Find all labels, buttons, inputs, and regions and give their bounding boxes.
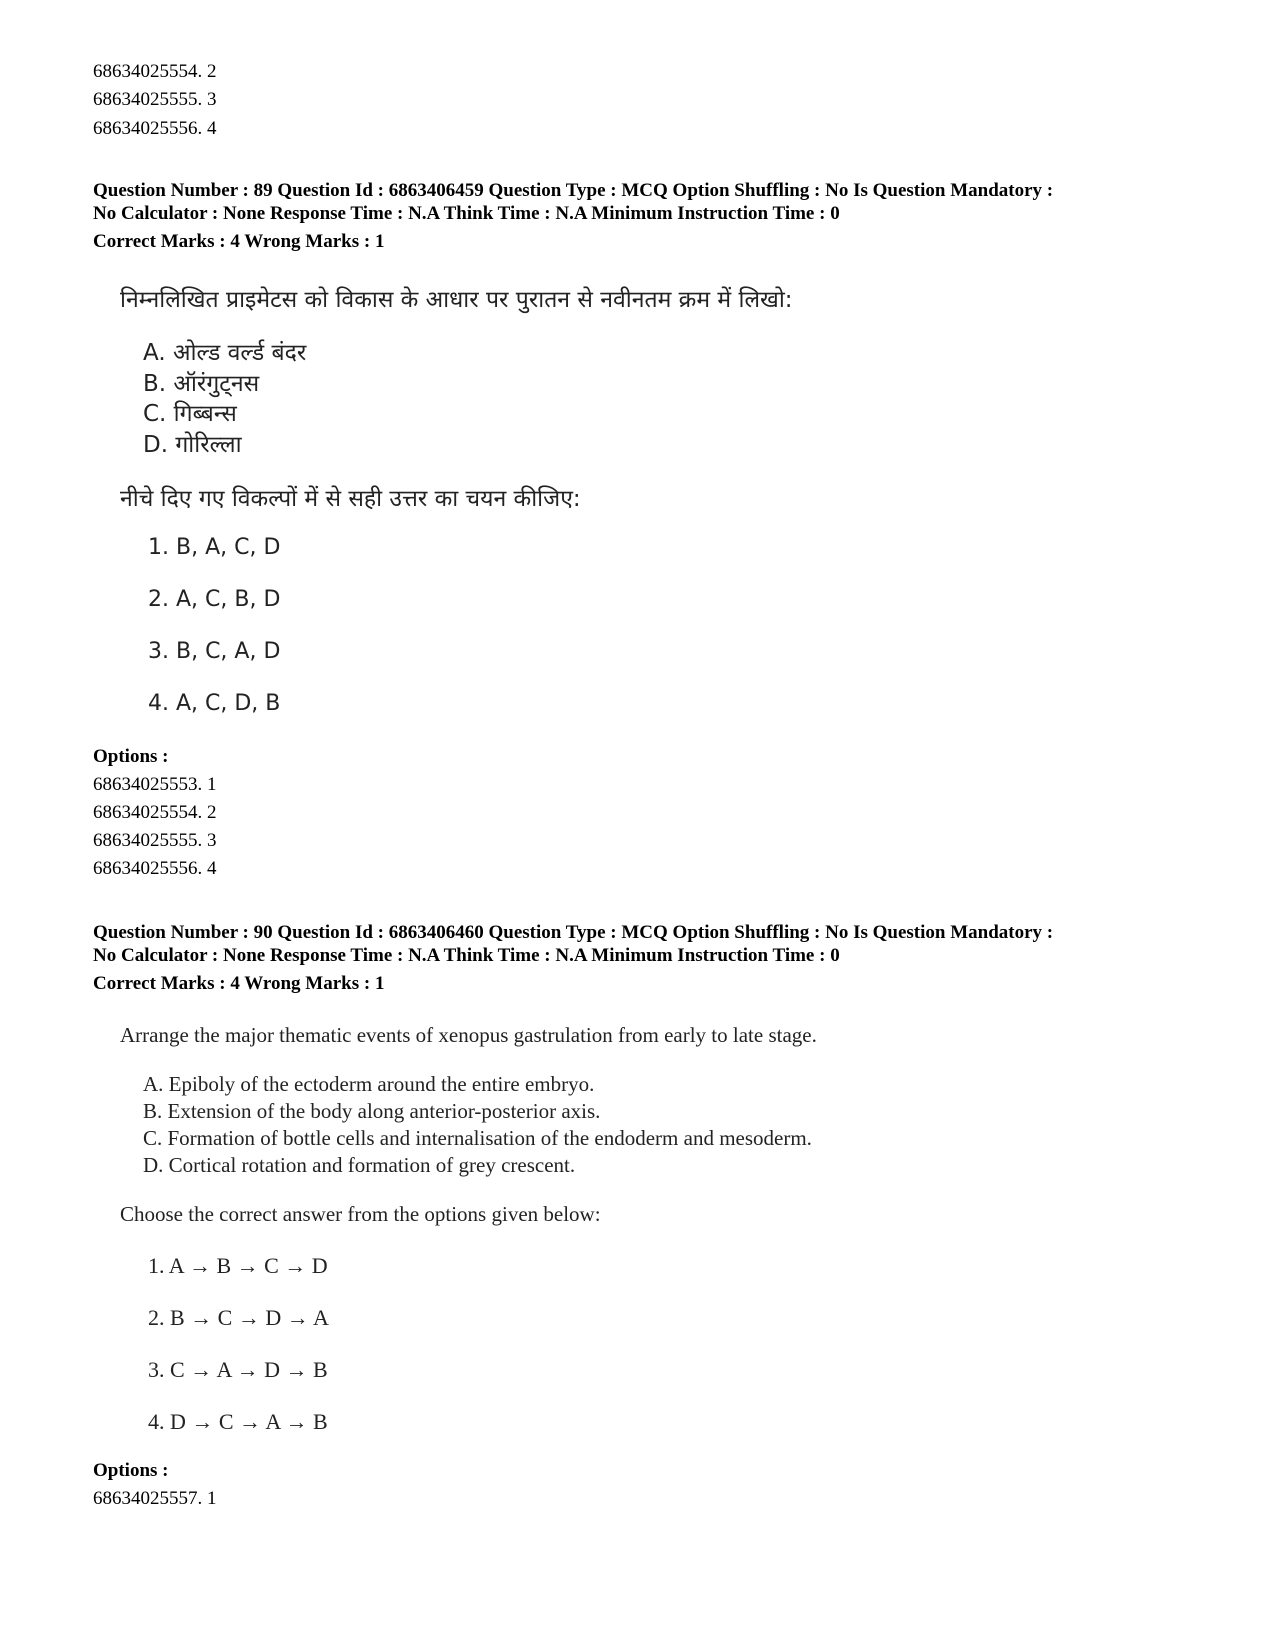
q90-stem: Arrange the major thematic events of xenopus gastrulation from early to late stage.	[120, 1023, 817, 1047]
q89-option: 68634025556. 4	[93, 858, 217, 879]
q90-item-c: C. Formation of bottle cells and internalisation of the endoderm and mesoderm.	[143, 1126, 812, 1150]
option-line: 68634025555. 3	[93, 89, 217, 110]
q90-header-line2: No Calculator : None Response Time : N.A Think Time : N.A Minimum Instruction Time : 0	[93, 945, 840, 966]
q89-options-label: Options :	[93, 746, 169, 767]
q90-answer-choice-3: 3. C → A → D → B	[148, 1357, 328, 1382]
q90-header-line1: Question Number : 90 Question Id : 6863406460 Question Type : MCQ Option Shuffling : No Is Question Mandatory :	[93, 922, 1054, 943]
q89-item-a: A. ओल्ड वर्ल्ड बंदर	[143, 340, 307, 366]
q89-answer-choice-2: 2. A, C, B, D	[148, 587, 281, 612]
q89-option: 68634025553. 1	[93, 774, 217, 795]
q89-instruction: नीचे दिए गए विकल्पों में से सही उत्तर का चयन कीजिए:	[120, 486, 581, 512]
q90-answer-choice-2: 2. B → C → D → A	[148, 1305, 329, 1330]
q89-answer-choice-4: 4. A, C, D, B	[148, 691, 281, 716]
q89-stem: निम्नलिखित प्राइमेटस को विकास के आधार पर पुरातन से नवीनतम क्रम में लिखो:	[120, 287, 793, 313]
q89-item-d: D. गोरिल्ला	[143, 432, 242, 458]
q89-marks: Correct Marks : 4 Wrong Marks : 1	[93, 231, 385, 252]
q90-instruction: Choose the correct answer from the options given below:	[120, 1202, 601, 1226]
q89-header-line1: Question Number : 89 Question Id : 6863406459 Question Type : MCQ Option Shuffling : No Is Question Mandatory :	[93, 180, 1054, 201]
q90-option: 68634025557. 1	[93, 1488, 217, 1509]
q90-answer-choice-4: 4. D → C → A → B	[148, 1409, 328, 1434]
q89-answer-choice-1: 1. B, A, C, D	[148, 535, 281, 560]
q90-marks: Correct Marks : 4 Wrong Marks : 1	[93, 973, 385, 994]
q90-answer-choice-1: 1. A → B → C → D	[148, 1253, 328, 1278]
q90-options-label: Options :	[93, 1460, 169, 1481]
option-line: 68634025554. 2	[93, 61, 217, 82]
q89-option: 68634025555. 3	[93, 830, 217, 851]
option-line: 68634025556. 4	[93, 118, 217, 139]
q89-header-line2: No Calculator : None Response Time : N.A Think Time : N.A Minimum Instruction Time : 0	[93, 203, 840, 224]
q90-item-a: A. Epiboly of the ectoderm around the entire embryo.	[143, 1072, 595, 1096]
q90-item-b: B. Extension of the body along anterior-posterior axis.	[143, 1099, 601, 1123]
q89-answer-choice-3: 3. B, C, A, D	[148, 639, 281, 664]
q89-item-b: B. ऑरंगुट्नस	[143, 371, 260, 397]
q90-item-d: D. Cortical rotation and formation of grey crescent.	[143, 1153, 576, 1177]
q89-item-c: C. गिब्बन्स	[143, 401, 237, 427]
q89-option: 68634025554. 2	[93, 802, 217, 823]
